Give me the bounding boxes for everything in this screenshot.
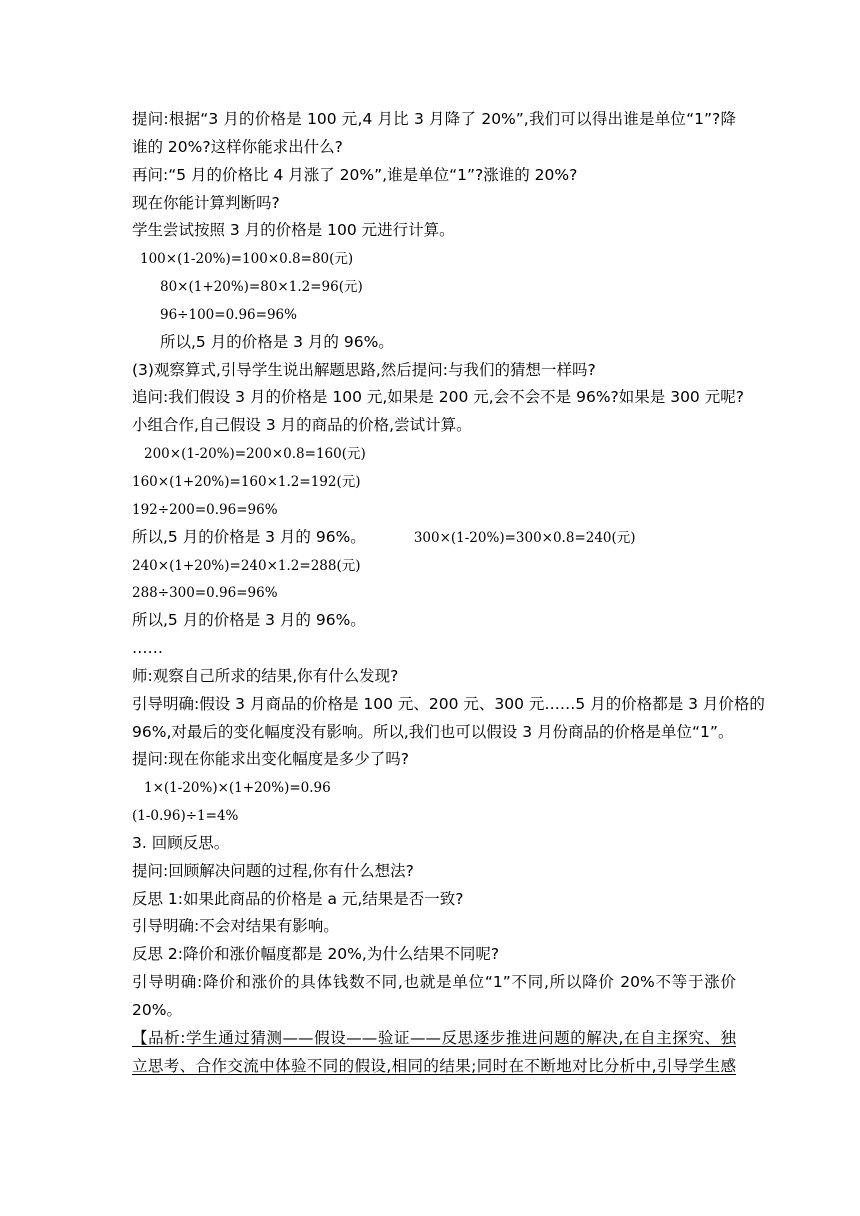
formula-line: 240×(1+20%)=240×1.2=288(元) — [132, 557, 361, 574]
formula-line: 200×(1-20%)=200×0.8=160(元) — [144, 446, 366, 463]
analysis-line: 立思考、合作交流中体验不同的假设,相同的结果;同时在不断地对比分析中,引导学生感 — [132, 1056, 736, 1075]
paragraph-line: 学生尝试按照 3 月的价格是 100 元进行计算。 — [132, 221, 455, 240]
conclusion-line: 所以,5 月的价格是 3 月的 96%。 — [160, 332, 394, 351]
paragraph-line: 追问:我们假设 3 月的价格是 100 元,如果是 200 元,会不会不是 96%?如果是 300 元呢? — [132, 388, 744, 407]
paragraph-line: 反思 2:降价和涨价幅度都是 20%,为什么结果不同呢? — [132, 945, 500, 964]
paragraph-line: 引导明确:降价和涨价的具体钱数不同,也就是单位“1”不同,所以降价 20%不等于涨价 — [132, 973, 736, 992]
paragraph-line: 现在你能计算判断吗? — [132, 193, 280, 212]
paragraph-line: 引导明确:不会对结果有影响。 — [132, 917, 339, 936]
paragraph-line: 反思 1:如果此商品的价格是 a 元,结果是否一致? — [132, 889, 464, 908]
conclusion-line: 所以,5 月的价格是 3 月的 96%。 — [132, 611, 366, 630]
ellipsis-line: …… — [132, 639, 163, 658]
paragraph-line: 谁的 20%?这样你能求出什么? — [132, 137, 343, 156]
formula-line: 300×(1-20%)=300×0.8=240(元) — [413, 529, 636, 546]
formula-line: 288÷300=0.96=96% — [132, 585, 278, 602]
paragraph-line: 引导明确:假设 3 月商品的价格是 100 元、200 元、300 元……5 月的价格都是 3 月价格的 — [132, 694, 765, 713]
paragraph-line: 提问:现在你能求出变化幅度是多少了吗? — [132, 750, 409, 769]
paragraph-line: 提问:根据“3 月的价格是 100 元,4 月比 3 月降了 20%”,我们可以得出谁是单位“1”?降 — [132, 110, 736, 128]
formula-line: 192÷200=0.96=96% — [132, 501, 278, 518]
paragraph-line: 提问:回顾解决问题的过程,你有什么想法? — [132, 861, 414, 880]
paragraph-line: 20%。 — [132, 1001, 182, 1019]
paragraph-line: 小组合作,自己假设 3 月的商品的价格,尝试计算。 — [132, 416, 472, 435]
formula-line: 1×(1-20%)×(1+20%)=0.96 — [144, 780, 331, 797]
paragraph-line: 师:观察自己所求的结果,你有什么发现? — [132, 666, 399, 685]
section-heading: 3. 回顾反思。 — [132, 833, 230, 852]
analysis-line: 【品析:学生通过猜测——假设——验证——反思逐步推进问题的解决,在自主探究、独 — [132, 1028, 736, 1047]
paragraph-line: 再问:“5 月的价格比 4 月涨了 20%”,谁是单位“1”?涨谁的 20%? — [132, 165, 578, 184]
formula-line: 96÷100=0.96=96% — [160, 306, 297, 323]
formula-line: 100×(1-20%)=100×0.8=80(元) — [140, 251, 354, 268]
paragraph-line: 96%,对最后的变化幅度没有影响。所以,我们也可以假设 3 月份商品的价格是单位“1”。 — [132, 722, 734, 741]
formula-line: (1-0.96)÷1=4% — [132, 808, 239, 825]
formula-line: 80×(1+20%)=80×1.2=96(元) — [160, 279, 363, 296]
paragraph-line: (3)观察算式,引导学生说出解题思路,然后提问:与我们的猜想一样吗? — [132, 360, 596, 379]
document-body — [132, 106, 765, 1081]
formula-line: 160×(1+20%)=160×1.2=192(元) — [132, 473, 361, 490]
conclusion-line: 所以,5 月的价格是 3 月的 96%。 — [132, 527, 366, 546]
